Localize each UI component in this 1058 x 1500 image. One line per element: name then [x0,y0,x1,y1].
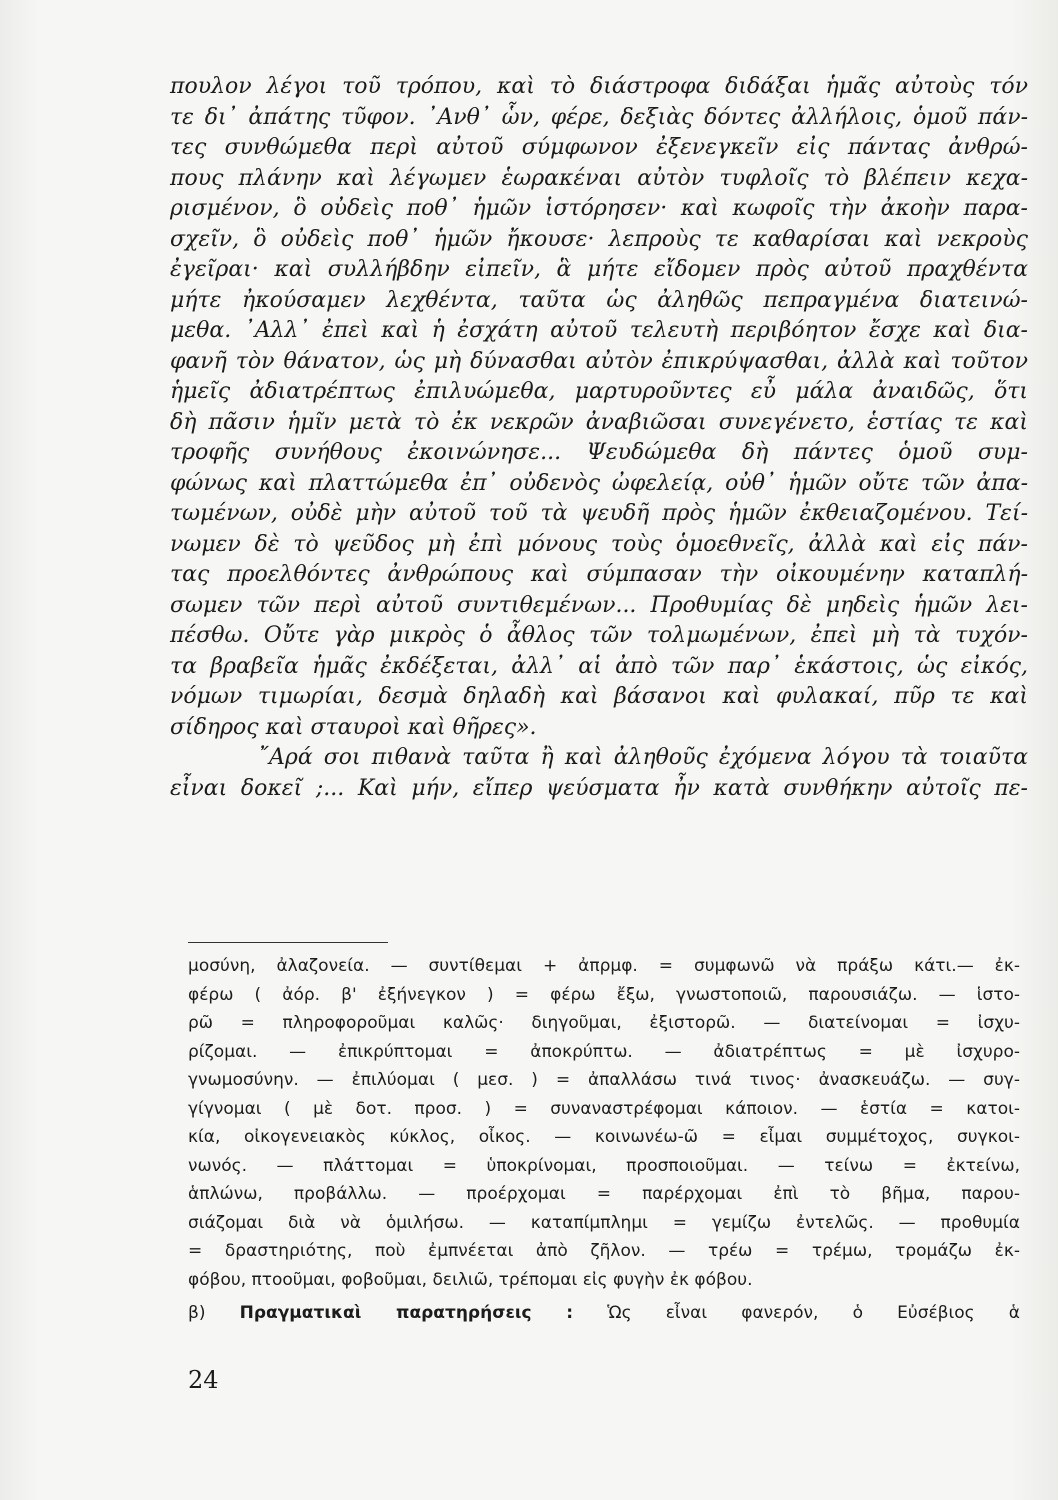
main-text-line: τα βραβεῖα ἡμᾶς ἐκδέξεται, ἀλλ᾽ αἱ ἀπὸ τῶν παρ᾽ ἑκάστοις, ὡς εἰκός, [170,653,1028,679]
section-heading: Πραγματικαὶ παρατηρήσεις : [239,1303,574,1323]
main-text-line: δὴ πᾶσιν ἡμῖν μετὰ τὸ ἐκ νεκρῶν ἀναβιῶσαι συνεγένετο, ἑστίας τε καὶ [170,409,1028,435]
section-text: Ὡς εἶναι φανερόν, ὁ Εὐσέβιος ἁ [607,1303,1021,1323]
main-text-line: σωμεν τῶν περὶ αὐτοῦ συντιθεμένων... Προθυμίας δὲ μηδεὶς ἡμῶν λει- [170,592,1028,618]
note-line: μοσύνη, ἀλαζονεία. — συντίθεμαι + ἀπρμφ. = συμφωνῶ νὰ πράξω κάτι.— ἐκ- [188,956,1020,976]
main-text-line: τε δι᾽ ἀπάτης τῦφον. ᾿Ανθ᾽ ὧν, φέρε, δεξιὰς δόντες ἀλλήλοις, ὁμοῦ πάν- [170,104,1028,130]
note-line: φόβου, πτοοῦμαι, φοβοῦμαι, δειλιῶ, τρέπομαι εἰς φυγὴν ἐκ φόβου. [188,1269,753,1290]
main-text-line: πουλον λέγοι τοῦ τρόπου, καὶ τὸ διάστροφα διδάξαι ἡμᾶς αὐτοὺς τόν [170,74,1028,99]
note-line: ἁπλώνω, προβάλλω. — προέρχομαι = παρέρχομαι ἐπὶ τὸ βῆμα, παρου- [188,1184,1020,1204]
main-text-line: φώνως καὶ πλαττώμεθα ἐπ᾽ οὐδενὸς ὠφελείᾳ, οὐθ᾽ ἡμῶν οὔτε τῶν ἀπα- [170,470,1028,496]
main-text-line: σχεῖν, ὃ οὐδεὶς ποθ᾽ ἡμῶν ἤκουσε· λεπροὺς τε καθαρίσαι καὶ νεκροὺς [170,226,1028,252]
main-text-line: ρισμένον, ὃ οὐδεὶς ποθ᾽ ἡμῶν ἱστόρησεν· καὶ κωφοῖς τὴν ἀκοὴν παρα- [170,196,1028,221]
main-text-line: ῎Αρά σοι πιθανὰ ταῦτα ἢ καὶ ἀληθοῦς ἐχόμενα λόγου τὰ τοιαῦτα [258,745,1028,770]
main-text-line: φανῆ τὸν θάνατον, ὡς μὴ δύνασθαι αὐτὸν ἐπικρύψασθαι, ἀλλὰ καὶ τοῦτον [170,348,1028,374]
main-text-line: νωμεν δὲ τὸ ψεῦδος μὴ ἐπὶ μόνους τοὺς ὁμοεθνεῖς, ἀλλὰ καὶ εἰς πάν- [170,531,1028,557]
section-marker: β) [188,1303,206,1323]
main-text-line: τωμένων, οὐδὲ μὴν αὐτοῦ τοῦ τὰ ψευδῆ πρὸς ἡμῶν ἐκθειαζομένου. Τεί- [170,501,1028,526]
footnote-divider [188,942,388,943]
main-text-line: πους πλάνην καὶ λέγωμεν ἑωρακέναι αὐτὸν τυφλοῖς τὸ βλέπειν κεχα- [170,165,1028,191]
note-line: ρίζομαι. — ἐπικρύπτομαι = ἀποκρύπτω. — ἀδιατρέπτως = μὲ ἰσχυρο- [188,1041,1020,1062]
main-text-line: ἡμεῖς ἀδιατρέπτως ἐπιλυώμεθα, μαρτυροῦντες εὖ μάλα ἀναιδῶς, ὅτι [170,379,1028,404]
note-line: κία, οἰκογενειακὸς κύκλος, οἶκος. — κοινωνέω-ῶ = εἶμαι συμμέτοχος, συγκοι- [188,1127,1020,1147]
vocabulary-notes [188,952,1020,1294]
note-line: γνωμοσύνην. — ἐπιλύομαι ( μεσ. ) = ἀπαλλάσω τινά τινος· ἀνασκευάζω. — συγ- [188,1070,1020,1090]
note-line: ρῶ = πληροφοροῦμαι καλῶς· διηγοῦμαι, ἐξιστορῶ. — διατείνομαι = ἰσχυ- [188,1013,1020,1033]
note-line: γίγνομαι ( μὲ δοτ. προσ. ) = συναναστρέφομαι κάποιον. — ἑστία = κατοι- [188,1098,1020,1119]
main-text-line: εἶναι δοκεῖ ;... Καὶ μήν, εἴπερ ψεύσματα ἦν κατὰ συνθήκην αὐτοῖς πε- [170,775,1028,801]
main-text-line: ἐγεῖραι· καὶ συλλήβδην εἰπεῖν, ἃ μήτε εἴδομεν πρὸς αὐτοῦ πραχθέντα [170,257,1028,282]
main-text-line: πέσθω. Οὔτε γὰρ μικρὸς ὁ ἆθλος τῶν τολμωμένων, ἐπεὶ μὴ τὰ τυχόν- [170,623,1028,648]
note-line: φέρω ( ἀόρ. β' ἐξήνεγκον ) = φέρω ἔξω, γνωστοποιῶ, παρουσιάζω. — ἱστο- [188,984,1020,1005]
note-line: νωνός. — πλάττομαι = ὑποκρίνομαι, προσποιοῦμαι. — τείνω = ἐκτείνω, [188,1155,1020,1176]
main-text-line: τες συνθώμεθα περὶ αὐτοῦ σύμφωνον ἐξενεγκεῖν εἰς πάντας ἀνθρώ- [170,135,1028,160]
main-text-line: τροφῆς συνήθους ἐκοινώνησε... Ψευδώμεθα δὴ πάντες ὁμοῦ συμ- [170,440,1028,465]
main-text [170,72,1028,804]
note-line: σιάζομαι διὰ νὰ ὁμιλήσω. — καταπίμπλημι = γεμίζω ἐντελῶς. — προθυμία [188,1212,1020,1233]
note-line: = δραστηριότης, ποὺ ἐμπνέεται ἀπὸ ζῆλον. — τρέω = τρέμω, τρομάζω ἐκ- [188,1241,1020,1261]
page-number: 24 [188,1366,219,1394]
section-remarks [188,1298,1020,1328]
main-text-line: τας προελθόντες ἀνθρώπους καὶ σύμπασαν τὴν οἰκουμένην καταπλή- [170,562,1028,587]
main-text-line: μήτε ἠκούσαμεν λεχθέντα, ταῦτα ὡς ἀληθῶς πεπραγμένα διατεινώ- [170,287,1028,313]
main-text-line: σίδηρος καὶ σταυροὶ καὶ θῆρες». [170,714,537,740]
main-text-line: μεθα. ᾿Αλλ᾽ ἐπεὶ καὶ ἡ ἐσχάτη αὐτοῦ τελευτὴ περιβόητον ἔσχε καὶ δια- [170,318,1028,343]
main-text-line: νόμων τιμωρίαι, δεσμὰ δηλαδὴ καὶ βάσανοι καὶ φυλακαί, πῦρ τε καὶ [170,684,1028,709]
